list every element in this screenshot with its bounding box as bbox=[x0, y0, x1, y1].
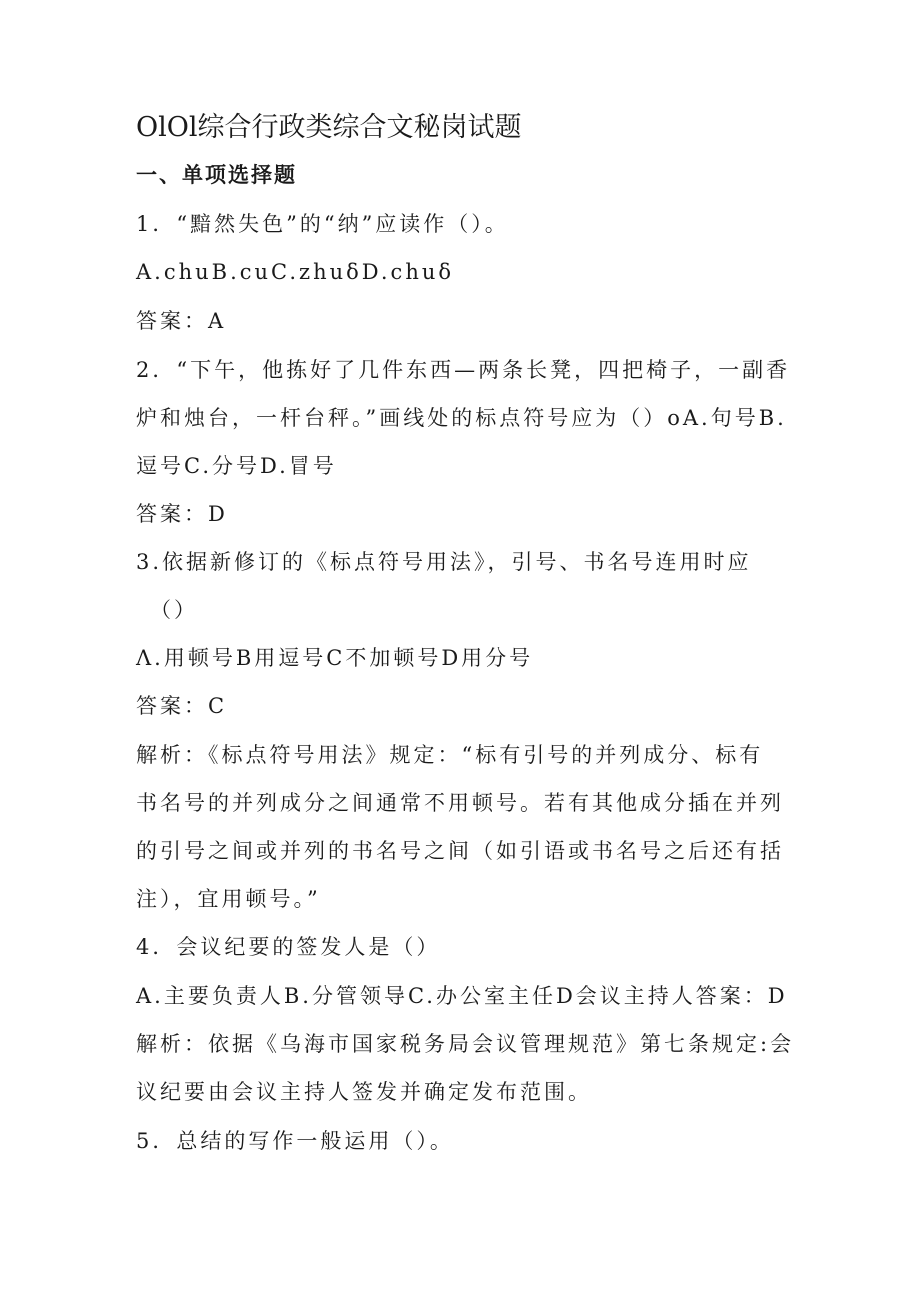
question-2-stem-line-1: 2．“下午，他拣好了几件东西—两条长凳，四把椅子，一副香 bbox=[136, 358, 791, 382]
question-3-stem-line-2: （） bbox=[150, 598, 198, 622]
question-1-answer: 答案：A bbox=[136, 309, 227, 333]
question-2-stem-line-2: 炉和烛台，一杆台秤。”画线处的标点符号应为（）oA.句号B. bbox=[136, 406, 787, 430]
question-3-explanation-line-1: 解析：《标点符号用法》规定：“标有引号的并列成分、标有 bbox=[136, 743, 764, 767]
question-3-explanation-line-2: 书名号的并列成分之间通常不用顿号。若有其他成分插在并列 bbox=[136, 791, 784, 815]
question-3-explanation-line-3: 的引号之间或并列的书名号之间（如引语或书名号之后还有括 bbox=[136, 839, 784, 863]
document-title: OlOl综合行政类综合文秘岗试题 bbox=[136, 112, 522, 143]
question-5-stem: 5．总结的写作一般运用（）。 bbox=[136, 1129, 454, 1153]
question-4-explanation-line-2: 议纪要由会议主持人签发并确定发布范围。 bbox=[136, 1080, 592, 1104]
question-4-options-answer: A.主要负责人B.分管领导C.办公室主任D会议主持人答案：D bbox=[136, 984, 788, 1008]
question-2-answer: 答案：D bbox=[136, 502, 228, 526]
question-3-explanation-line-4: 注），宜用顿号。” bbox=[136, 887, 321, 911]
question-1-options: A.chuB.cuC.zhuδD.chuδ bbox=[136, 260, 455, 284]
question-4-stem: 4．会议纪要的签发人是（） bbox=[136, 935, 441, 959]
section-heading: 一、单项选择题 bbox=[136, 163, 297, 187]
question-3-answer: 答案：C bbox=[136, 694, 228, 718]
question-2-options: 逗号C.分号D.冒号 bbox=[136, 454, 337, 478]
question-4-explanation-line-1: 解析：依据《乌海市国家税务局会议管理规范》第七条规定:会 bbox=[136, 1032, 795, 1056]
question-3-options: Λ.用顿号B用逗号C不加顿号D用分号 bbox=[136, 646, 534, 670]
question-3-stem-line-1: 3.依据新修订的《标点符号用法》，引号、书名号连用时应 bbox=[136, 550, 752, 574]
question-1-stem: 1．“黯然失色”的“纳”应读作（）。 bbox=[136, 212, 509, 236]
